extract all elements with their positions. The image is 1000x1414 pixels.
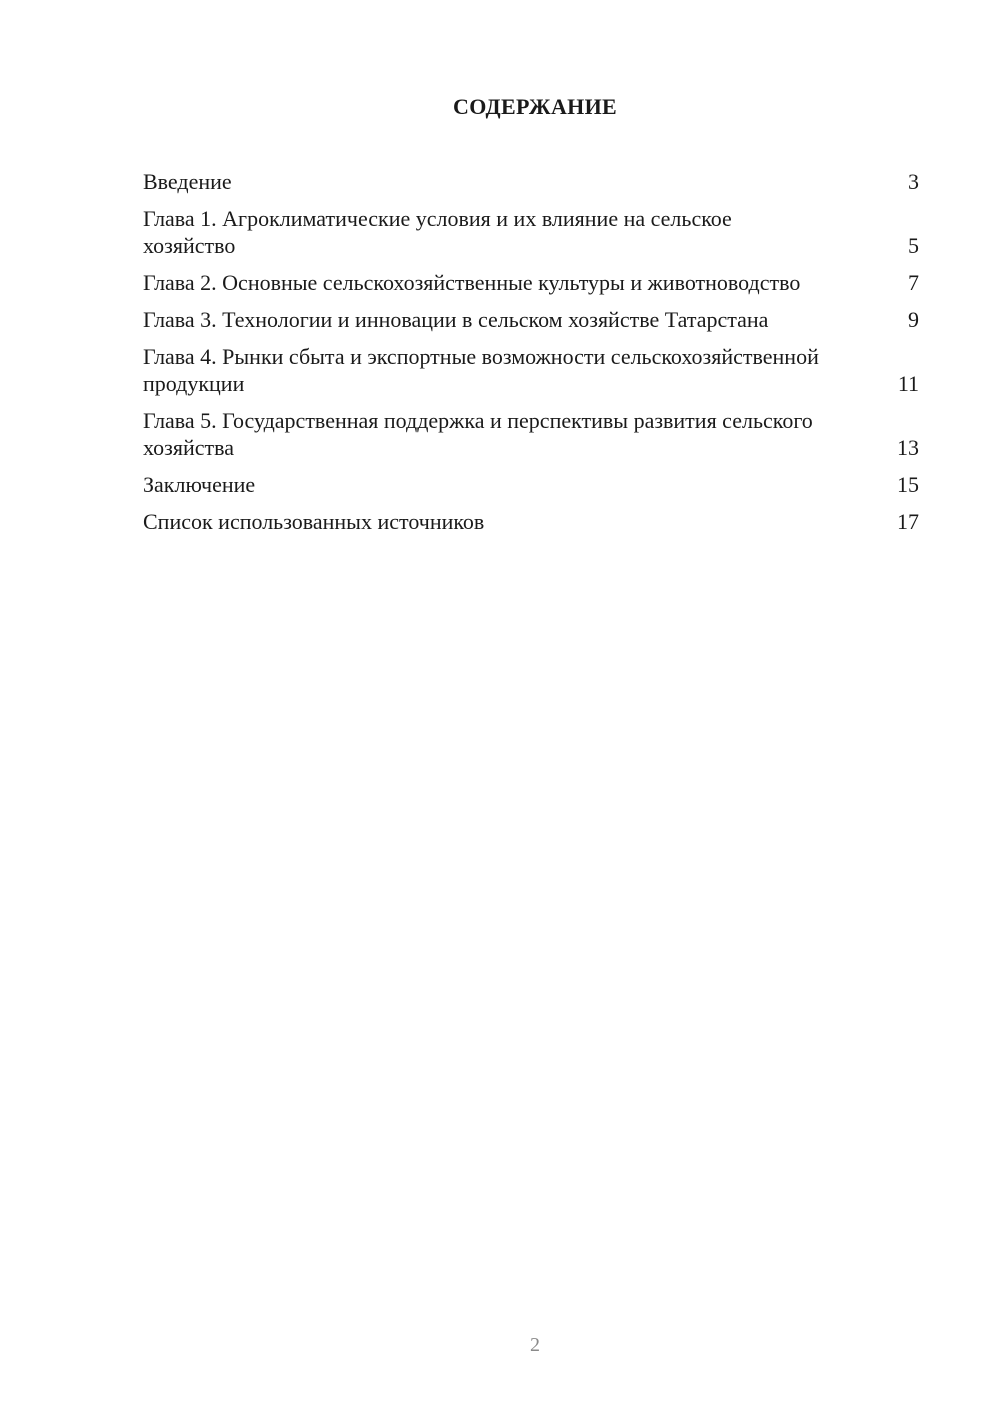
toc-entry-page: 13 bbox=[897, 435, 919, 460]
toc-entry-conclusion[interactable] bbox=[143, 471, 919, 498]
toc-entry-label: Глава 5. Государственная поддержка и перспективы развития сельского хозяйства bbox=[143, 408, 813, 460]
toc-entry-page: 3 bbox=[908, 169, 919, 194]
toc-entry-chapter-4[interactable] bbox=[143, 343, 919, 397]
toc-entry-label: Список использованных источников bbox=[143, 509, 485, 534]
table-of-contents bbox=[143, 168, 919, 545]
toc-entry-page: 5 bbox=[908, 233, 919, 258]
toc-entry-chapter-1[interactable] bbox=[143, 205, 919, 259]
toc-entry-page: 15 bbox=[897, 472, 919, 497]
toc-entry-chapter-2[interactable] bbox=[143, 269, 919, 296]
toc-entry-label: Глава 3. Технологии и инновации в сельском хозяйстве Татарстана bbox=[143, 307, 769, 332]
toc-entry-label: Глава 2. Основные сельскохозяйственные культуры и животноводство bbox=[143, 270, 801, 295]
toc-entry-chapter-3[interactable] bbox=[143, 306, 919, 333]
toc-entry-page: 11 bbox=[897, 371, 919, 396]
toc-entry-references[interactable] bbox=[143, 508, 919, 535]
toc-entry-chapter-5[interactable] bbox=[143, 407, 919, 461]
toc-entry-label: Глава 4. Рынки сбыта и экспортные возможности сельскохозяйственной продукции bbox=[143, 344, 819, 396]
toc-entry-label: Введение bbox=[143, 169, 232, 194]
toc-entry-label: Глава 1. Агроклиматические условия и их влияние на сельское хозяйство bbox=[143, 206, 732, 258]
page-number: 2 bbox=[530, 1334, 540, 1356]
page-title: СОДЕРЖАНИЕ bbox=[453, 94, 617, 119]
toc-entry-page: 17 bbox=[897, 509, 919, 534]
toc-entry-page: 7 bbox=[908, 270, 919, 295]
toc-entry-introduction[interactable] bbox=[143, 168, 919, 195]
toc-entry-label: Заключение bbox=[143, 472, 256, 497]
toc-entry-page: 9 bbox=[908, 307, 919, 332]
